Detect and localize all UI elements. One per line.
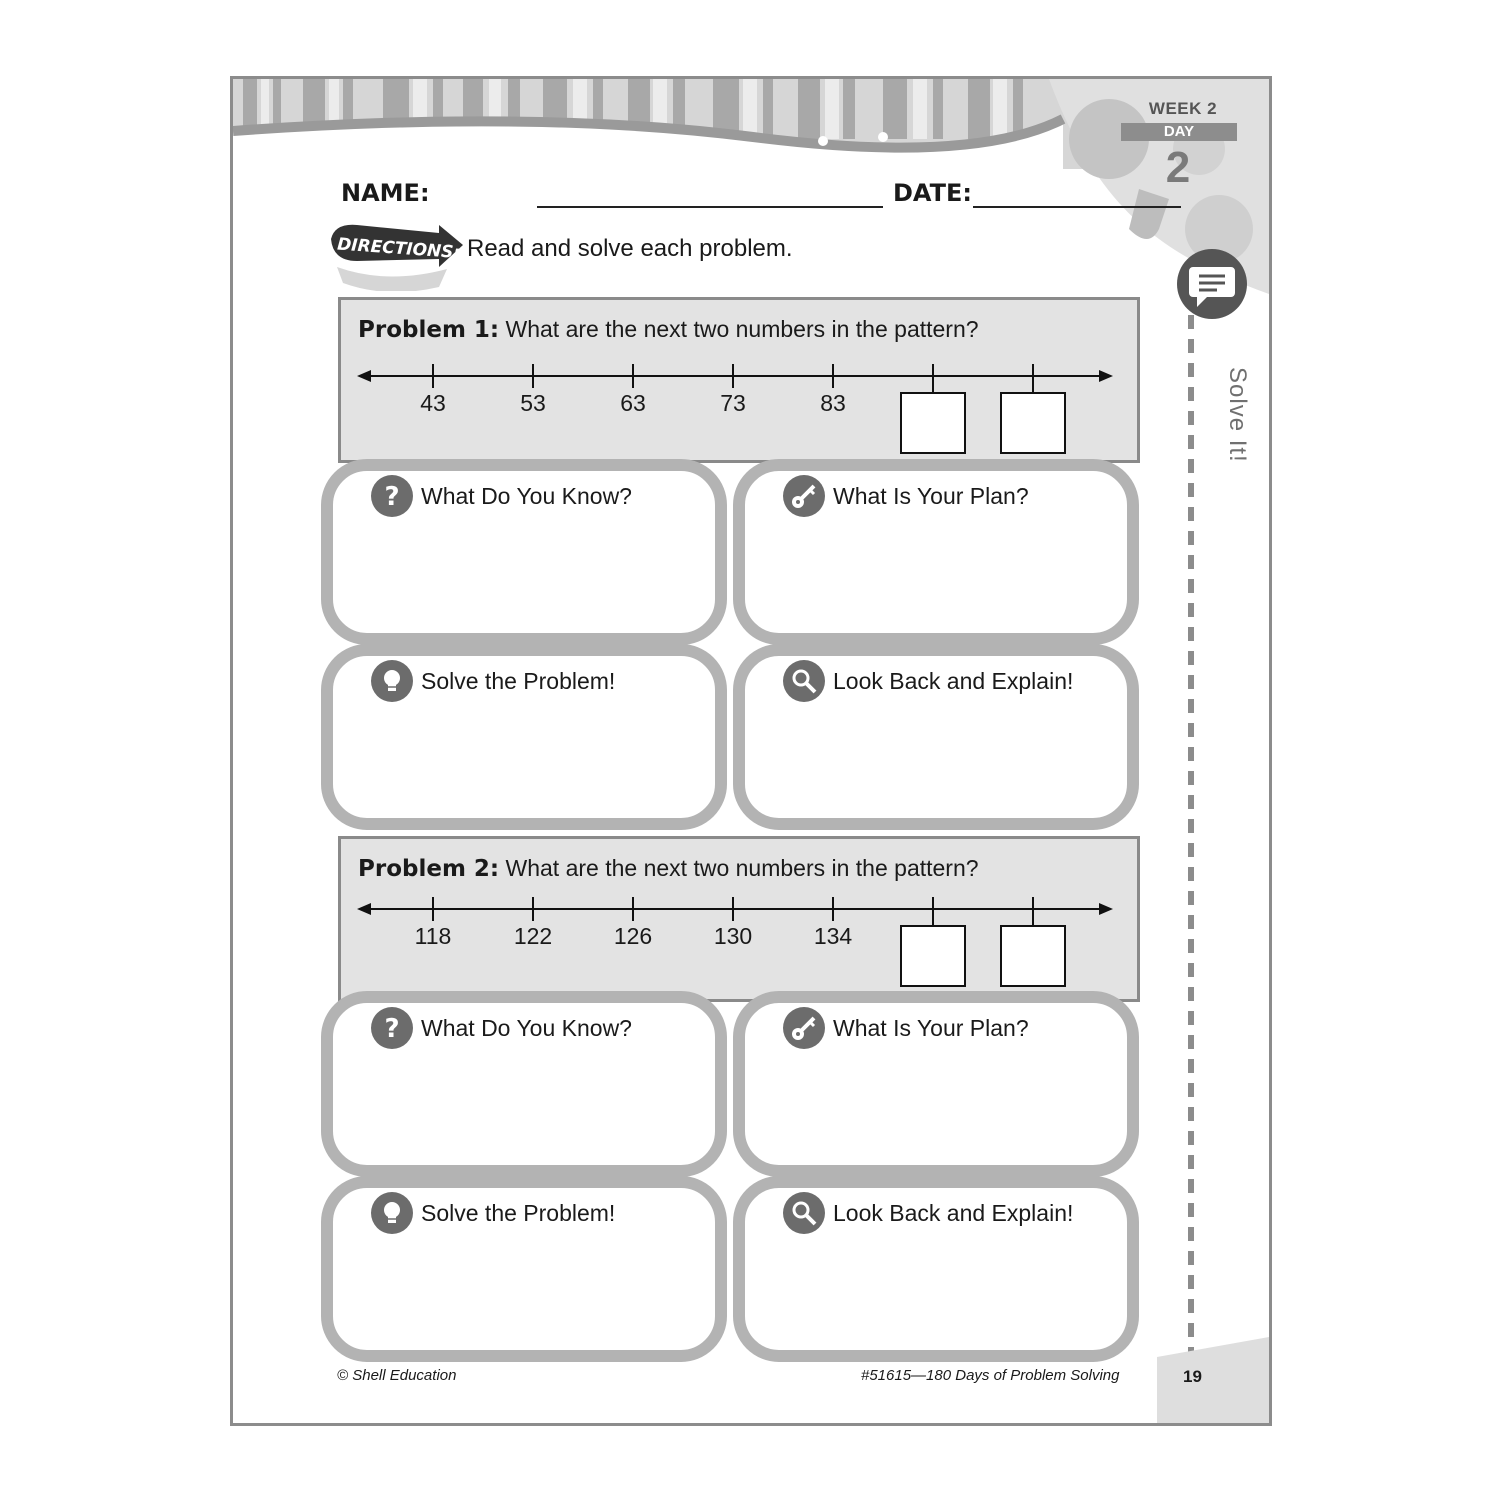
side-label: Solve It! xyxy=(1224,367,1251,463)
problem-1-question: What are the next two numbers in the pattern? xyxy=(505,316,979,342)
card-what-do-you-know[interactable] xyxy=(321,991,727,1177)
week-label: WEEK 2 xyxy=(1148,99,1218,118)
tick-label: 43 xyxy=(420,390,446,416)
speech-bubble-icon xyxy=(1175,247,1249,321)
card-title: What Do You Know? xyxy=(421,482,632,509)
answer-box[interactable] xyxy=(900,392,966,454)
card-title: Solve the Problem! xyxy=(421,1199,616,1226)
tick-label: 53 xyxy=(520,390,546,416)
answer-box[interactable] xyxy=(1000,392,1066,454)
tick-label: 130 xyxy=(713,923,753,949)
lightbulb-icon xyxy=(371,1192,413,1234)
card-header xyxy=(371,1007,632,1049)
tick-label: 126 xyxy=(613,923,653,949)
footer-book-title: #51615—180 Days of Problem Solving xyxy=(861,1367,1120,1384)
day-number: 2 xyxy=(1165,143,1191,192)
directions-text: Read and solve each problem. xyxy=(467,235,793,262)
card-what-is-your-plan[interactable] xyxy=(733,991,1139,1177)
problem-1-label: Problem 1: xyxy=(358,317,500,343)
card-what-do-you-know[interactable] xyxy=(321,459,727,645)
footer-page-tab xyxy=(1157,1337,1269,1423)
card-solve-the-problem[interactable] xyxy=(321,644,727,830)
card-title: What Do You Know? xyxy=(421,1014,632,1041)
card-header xyxy=(371,660,615,702)
problem-2-question: What are the next two numbers in the pattern? xyxy=(505,855,979,881)
key-icon xyxy=(783,1007,825,1049)
svg-text:?: ? xyxy=(384,482,400,511)
day-label: DAY xyxy=(1121,123,1237,141)
card-look-back-and-explain[interactable] xyxy=(733,644,1139,830)
card-title: What Is Your Plan? xyxy=(833,1014,1029,1041)
question-icon xyxy=(371,475,413,517)
card-header xyxy=(371,475,632,517)
lightbulb-icon xyxy=(371,660,413,702)
answer-box[interactable] xyxy=(1000,925,1066,987)
tick-label: 83 xyxy=(820,390,846,416)
tick-label: 122 xyxy=(513,923,553,949)
card-look-back-and-explain[interactable] xyxy=(733,1176,1139,1362)
name-field[interactable] xyxy=(537,206,883,208)
tick-label: 134 xyxy=(813,923,853,949)
card-solve-the-problem[interactable] xyxy=(321,1176,727,1362)
name-label: NAME: xyxy=(341,179,430,207)
card-what-is-your-plan[interactable] xyxy=(733,459,1139,645)
magnifier-icon xyxy=(783,660,825,702)
question-icon xyxy=(371,1007,413,1049)
tick-label: 63 xyxy=(620,390,646,416)
date-label: DATE: xyxy=(893,179,972,207)
card-title: Look Back and Explain! xyxy=(833,1199,1074,1226)
card-header xyxy=(783,475,1029,517)
tick-label: 73 xyxy=(720,390,746,416)
card-title: What Is Your Plan? xyxy=(833,482,1029,509)
card-header xyxy=(783,1007,1029,1049)
directions-badge-text: DIRECTIONS: xyxy=(336,234,461,264)
problem-2-label: Problem 2: xyxy=(358,856,500,882)
footer-copyright: © Shell Education xyxy=(337,1367,457,1384)
card-header xyxy=(783,660,1073,702)
answer-box[interactable] xyxy=(900,925,966,987)
magnifier-icon xyxy=(783,1192,825,1234)
tick-label: 118 xyxy=(414,923,452,949)
svg-text:?: ? xyxy=(384,1014,400,1043)
worksheet-page xyxy=(230,76,1272,1426)
card-header xyxy=(783,1192,1073,1234)
date-field[interactable] xyxy=(973,206,1181,208)
problem-1-panel xyxy=(338,297,1140,463)
card-header xyxy=(371,1192,615,1234)
key-icon xyxy=(783,475,825,517)
card-title: Look Back and Explain! xyxy=(833,667,1074,694)
page-number: 19 xyxy=(1183,1367,1202,1386)
card-title: Solve the Problem! xyxy=(421,667,616,694)
problem-2-panel xyxy=(338,836,1140,1002)
directions-badge xyxy=(327,219,467,291)
